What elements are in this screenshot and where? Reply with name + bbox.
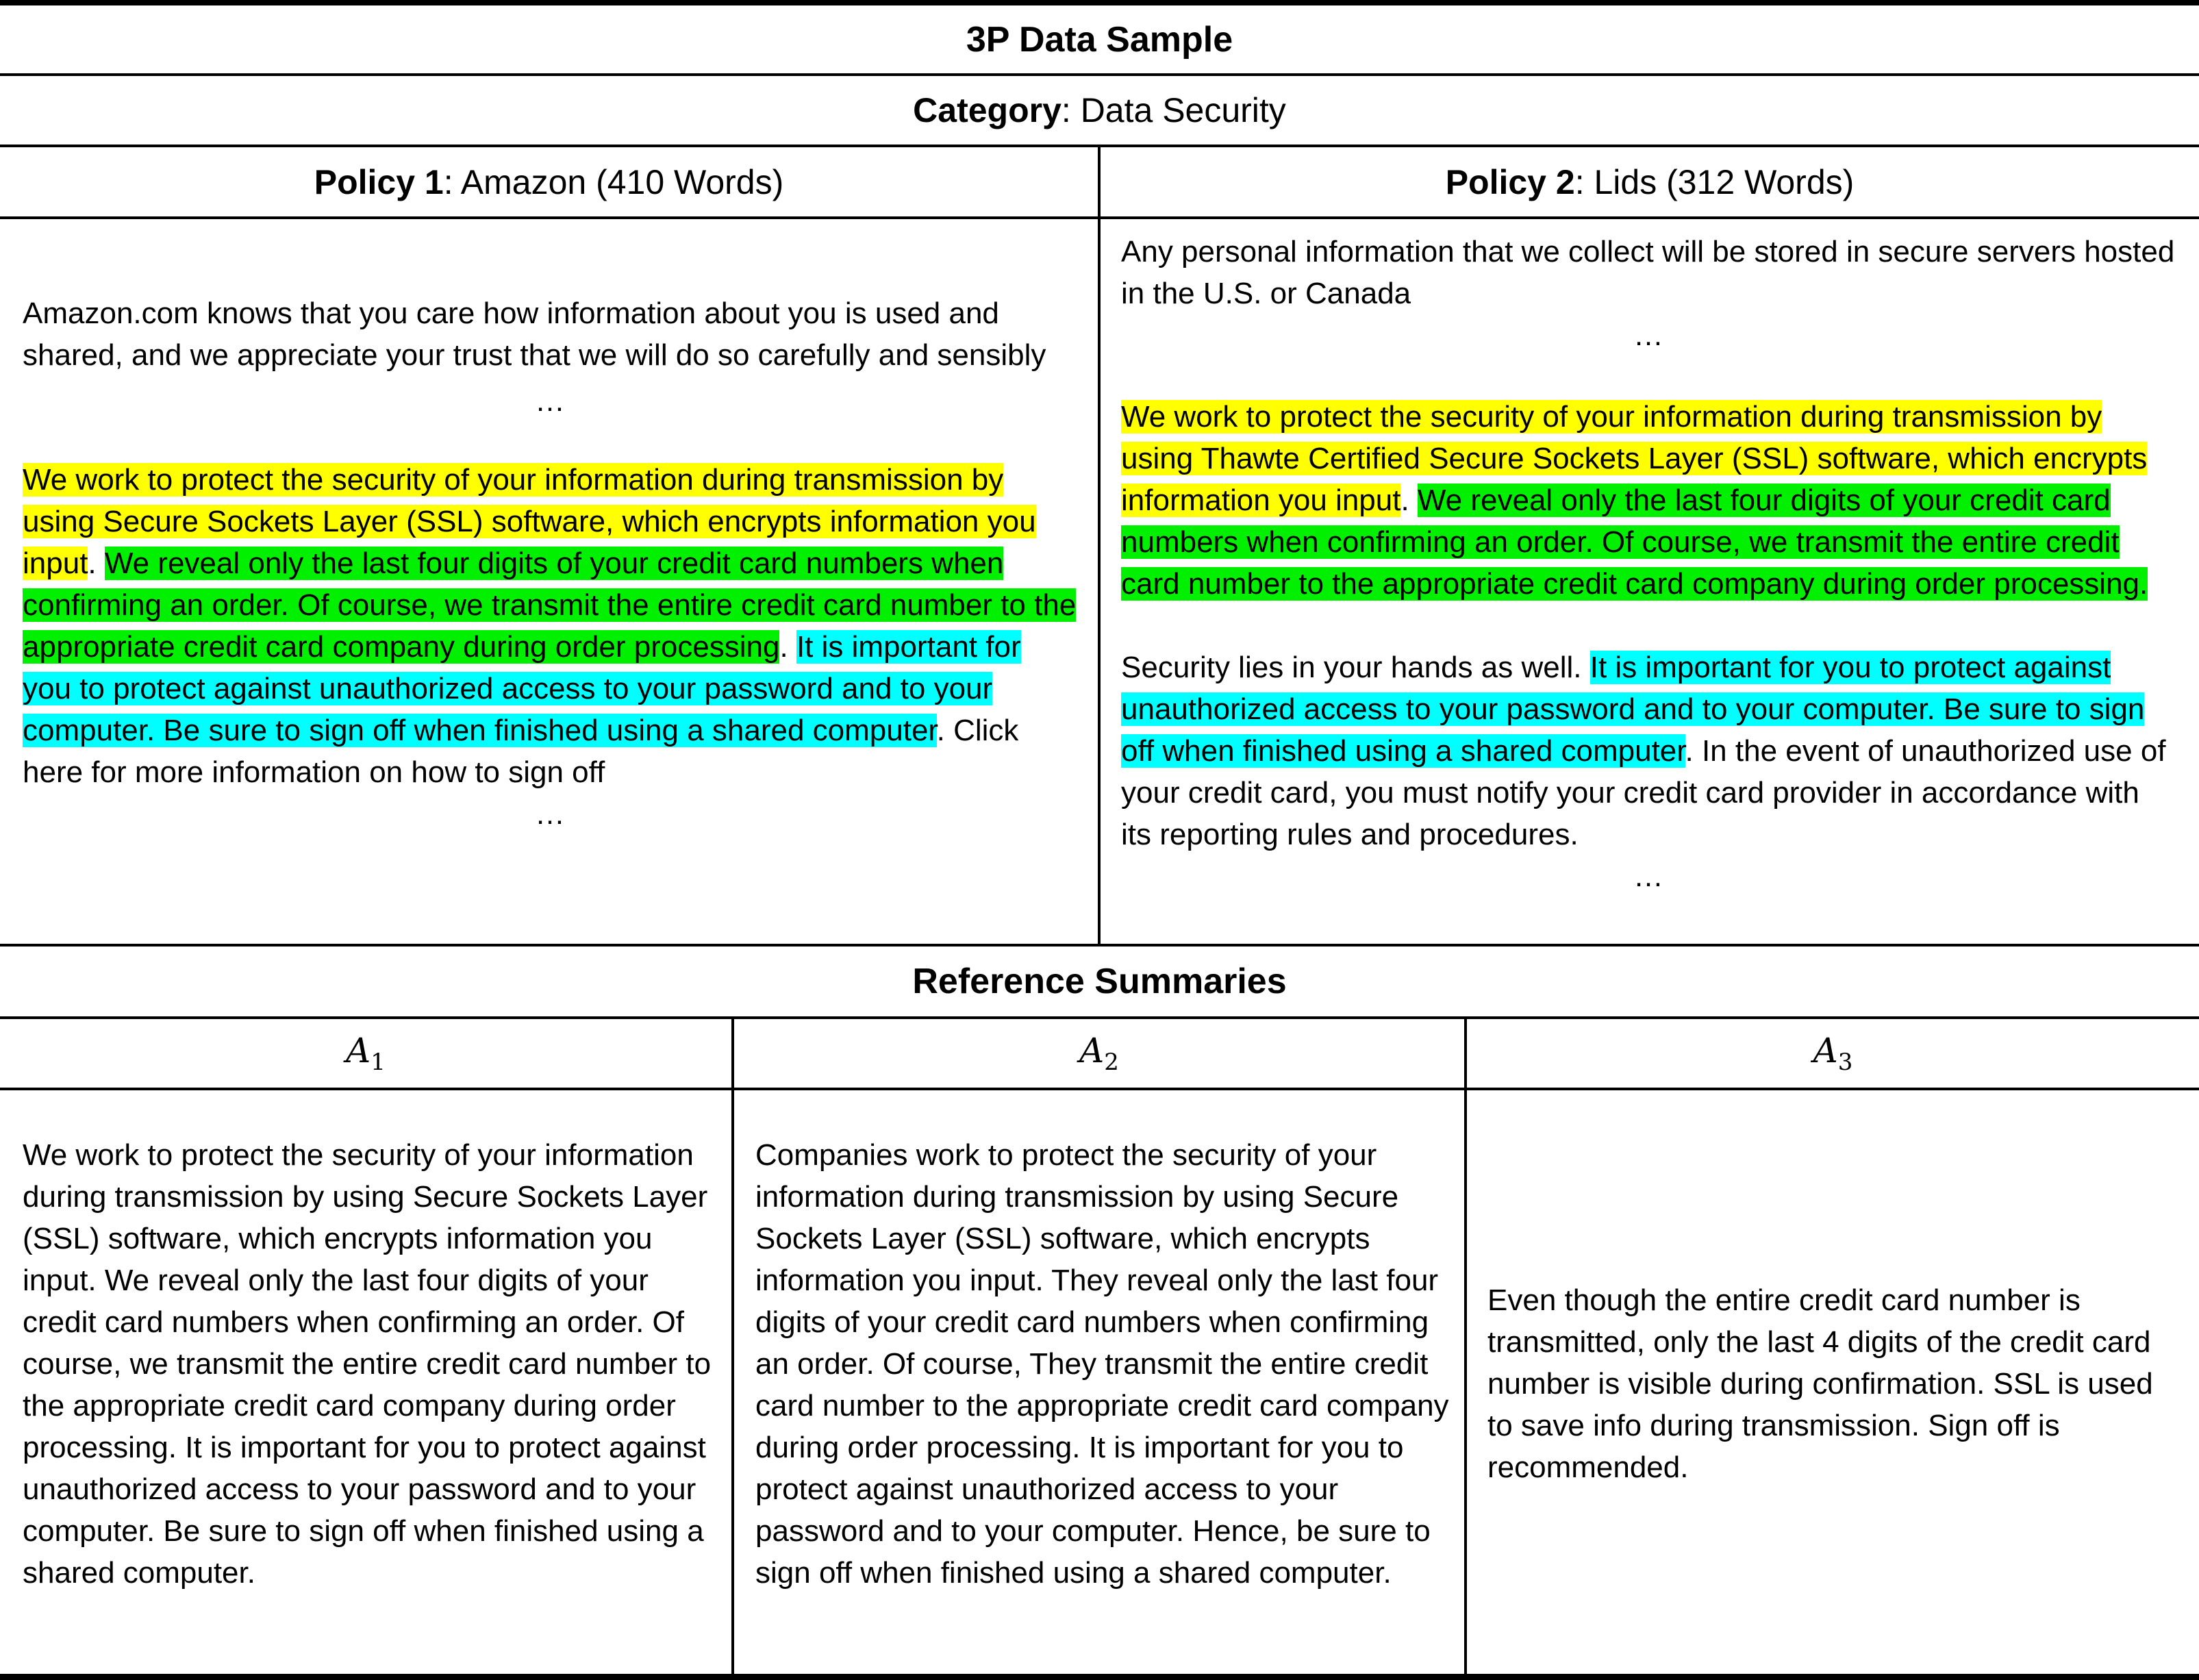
answer3-header — [1467, 1019, 2199, 1088]
answer1-text: We work to protect the security of your information during transmission by using Secure Sockets Layer (SSL) software, which encrypts information you input. We reveal only the last four digits of your credit card numbers when confirming an order. Of course, we transmit the entire credit card number to the appropriate credit card company during order processing. It is important for you to protect against unauthorized access to your password and to your computer. Be sure to sign off when finished using a shared computer. — [23, 1138, 712, 1590]
policy2-yellow-highlight: We work to protect the security of your information during transmission by using Thawte Certified Secure Sockets Layer (SSL) software, which encrypts information you input — [1121, 400, 2148, 517]
policy2-ellipsis-1: … — [1633, 318, 1663, 352]
answer1-letter: A — [346, 1031, 371, 1070]
policy2-highlighted-paragraph — [1121, 396, 2176, 605]
answer3-letter: A — [1813, 1031, 1838, 1070]
reference-title — [0, 946, 2199, 1016]
answer-divider-2 — [1464, 1018, 1467, 1675]
answer2-header — [734, 1019, 1464, 1088]
policy1-label: Policy 1 — [314, 162, 444, 201]
policy2-header — [1101, 147, 2199, 216]
policy2-pre-cyan: Security lies in your hands as well. — [1121, 651, 1590, 684]
answer3-subscript: 3 — [1837, 1049, 1853, 1076]
category-label: Category — [913, 91, 1061, 129]
policy1-intro: Amazon.com knows that you care how information about you is used and shared, and we appreciate your trust that we will do so carefully and sensibly — [23, 297, 1046, 372]
policy1-ellipsis-2: … — [535, 797, 565, 831]
policy1-highlighted-paragraph — [23, 459, 1077, 793]
rule-below-answer-headers — [0, 1088, 2199, 1090]
policy1-yellow-highlight: We work to protect the security of your information during transmission by using Secure Sockets Layer (SSL) software, which encrypts information you input — [23, 463, 1036, 580]
policy2-body — [1121, 231, 2176, 897]
table-title — [0, 5, 2199, 73]
policy1-after-green: . — [779, 630, 796, 664]
policy1-after-yellow: . — [88, 547, 105, 580]
answer-divider-1 — [731, 1018, 734, 1675]
policy2-cyan-highlight: It is important for you to protect against unauthorized access to your password and to your computer. Be sure to sign off when finished using a shared computer — [1121, 651, 2145, 768]
answer1-subscript: 1 — [370, 1049, 386, 1076]
policy1-body — [23, 292, 1077, 835]
table-title-text: 3P Data Sample — [966, 19, 1233, 60]
policy1-green-highlight: We reveal only the last four digits of your credit card numbers when confirming an order. Of course, we transmit the entire credit card number to the appropriate credit card company during order processing — [23, 547, 1077, 664]
policy2-tail: . In the event of unauthorized use of your credit card, you must notify your credit card provider in accordance with its reporting rules and procedures. — [1121, 734, 2166, 851]
top-rule — [0, 0, 2199, 5]
reference-title-text: Reference Summaries — [912, 962, 1287, 1001]
policy1-ellipsis-1: … — [535, 384, 565, 418]
policy-divider — [1098, 146, 1101, 945]
policy1-tail: . Click here for more information on how to sign off — [23, 714, 1019, 789]
answer2-letter: A — [1079, 1031, 1105, 1070]
answer3-text: Even though the entire credit card number is transmitted, only the last 4 digits of the credit card number is visible during confirmation. SSL is used to save info during transmission. Sign off is recommended. — [1487, 1283, 2153, 1484]
policy2-value: : Lids (312 Words) — [1574, 162, 1855, 201]
policy2-security-paragraph — [1121, 647, 2176, 855]
policy1-cyan-highlight: It is important for you to protect against unauthorized access to your password and to your computer. Be sure to sign off when finished using a shared computer — [23, 630, 1021, 747]
answer1-header — [0, 1019, 731, 1088]
answer2-text: Companies work to protect the security of your information during transmission by using Secure Sockets Layer (SSL) software, which encrypts information you input. They reveal only the last four digits of your credit card numbers when confirming an order. Of course, They transmit the entire credit card number to the appropriate credit card company during order processing. It is important for you to protect against unauthorized access to your password and to your computer. Hence, be sure to sign off when finished using a shared computer. — [755, 1138, 1449, 1590]
policy2-after-yellow: . — [1400, 484, 1418, 517]
bottom-rule — [0, 1674, 2199, 1680]
policy1-value: : Amazon (410 Words) — [443, 162, 784, 201]
policy2-ellipsis-2: … — [1633, 860, 1663, 893]
policy1-header — [0, 147, 1098, 216]
policy2-green-highlight: We reveal only the last four digits of your credit card numbers when confirming an order. Of course, we transmit the entire credit card number to the appropriate credit card company during order processing. — [1121, 484, 2148, 601]
category-row — [0, 76, 2199, 145]
category-value: : Data Security — [1061, 91, 1286, 129]
answer2-subscript: 2 — [1104, 1049, 1119, 1076]
policy2-label: Policy 2 — [1445, 162, 1575, 201]
policy2-intro: Any personal information that we collect will be stored in secure servers hosted in the U.S. or Canada — [1121, 235, 2175, 310]
